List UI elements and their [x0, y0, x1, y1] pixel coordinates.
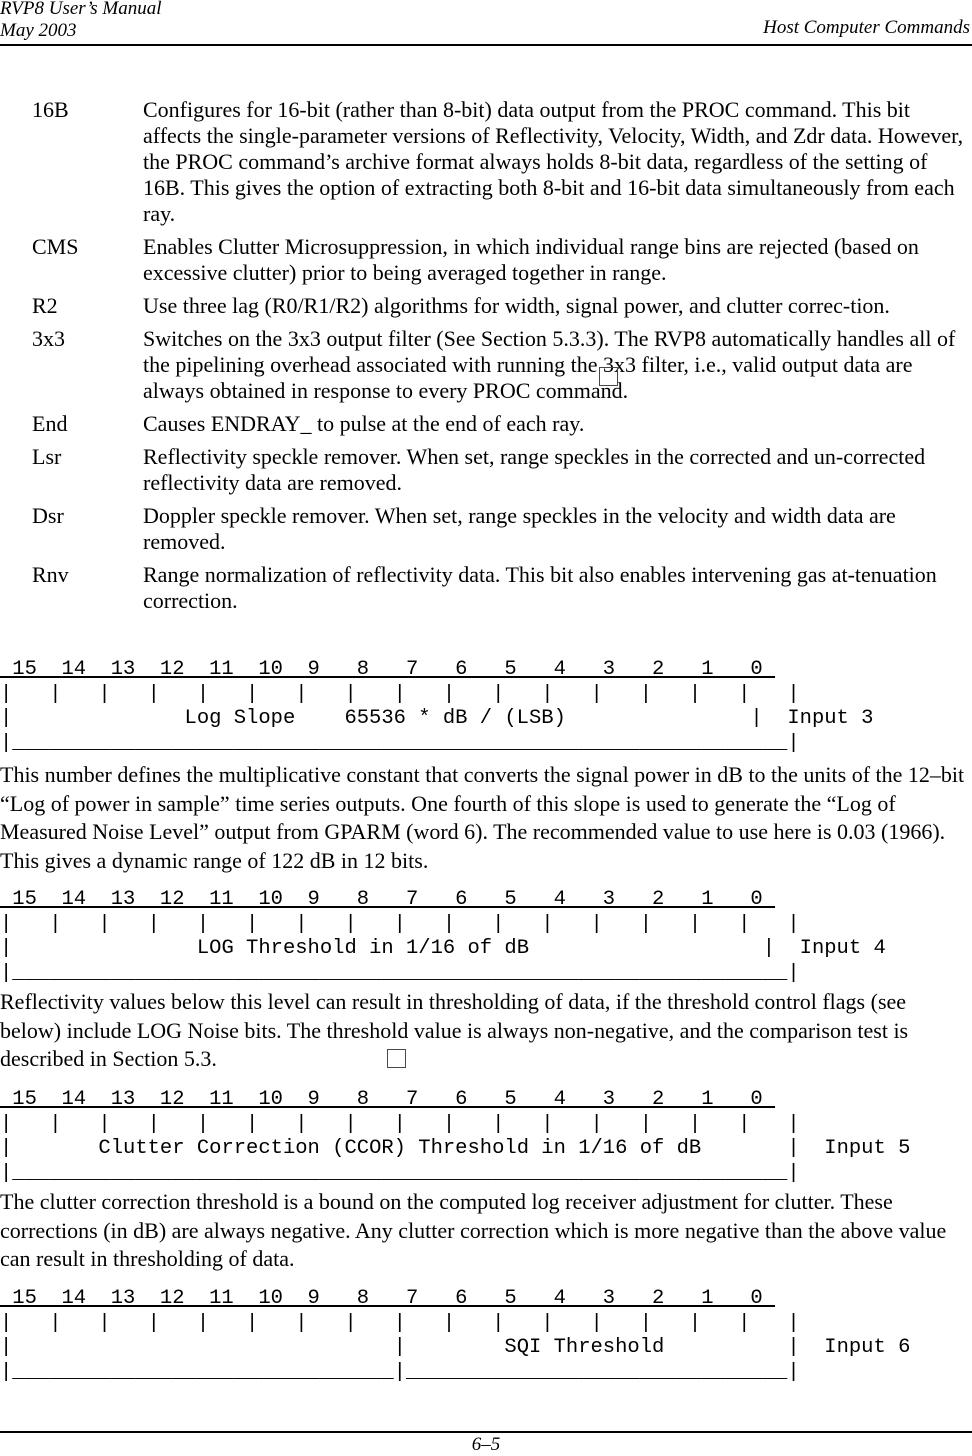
definition-item — [32, 326, 972, 404]
section-link-highlight[interactable] — [387, 1049, 406, 1068]
definition-term: 16B — [32, 97, 69, 122]
register-input-label: Input 5 — [824, 1137, 911, 1160]
definition-term: End — [32, 411, 68, 436]
definition-item — [32, 562, 972, 614]
definition-term: CMS — [32, 234, 79, 259]
definition-text: Doppler speckle remover. When set, range speckles in the velocity and width data are removed. — [143, 503, 896, 554]
footer-rule — [0, 1431, 972, 1433]
header-left — [0, 0, 162, 42]
bit-number-row: 15 14 13 12 11 10 9 8 7 6 5 4 3 2 1 0 — [0, 658, 776, 681]
register-input-label: Input 4 — [799, 937, 886, 960]
definition-term: R2 — [32, 293, 58, 318]
paragraph-clutter-threshold: The clutter correction threshold is a bound on the computed log receiver adjustment for clutter. These corrections (in dB) are always negative. Any clutter correction which is more negative than the above value can result in thresholding of data. — [0, 1189, 947, 1271]
page-number: 6–5 — [471, 1434, 501, 1455]
register-diagram-input-4: 15 14 13 12 11 10 9 8 7 6 5 4 3 2 1 0 | | | | | | | | | | | | | | | | | | LOG Threshold in 1/16 of dB | Input 4 |_______________________________________________________________| — [0, 888, 886, 985]
definition-term: Dsr — [32, 503, 64, 528]
section-link-highlight[interactable] — [599, 367, 618, 386]
definition-term: 3x3 — [32, 326, 65, 351]
definition-item — [32, 293, 972, 319]
bit-number-row: 15 14 13 12 11 10 9 8 7 6 5 4 3 2 1 0 — [0, 1088, 776, 1111]
register-field-label: Log Slope 65536 * dB / (LSB) — [184, 707, 566, 730]
definition-text: Use three lag (R0/R1/R2) algorithms for width, signal power, and clutter correc-tion. — [143, 293, 890, 318]
register-diagram-input-3: 15 14 13 12 11 10 9 8 7 6 5 4 3 2 1 0 | | | | | | | | | | | | | | | | | | Log Slope 65536 * dB / (LSB) | Input 3 |_______________________________________________________________| — [0, 658, 874, 755]
definition-text: Range normalization of reflectivity data. This bit also enables intervening gas at-tenuation correction. — [143, 562, 937, 613]
definition-text: Causes ENDRAY_ to pulse at the end of each ray. — [143, 411, 585, 436]
definition-item — [32, 411, 972, 437]
definition-item — [32, 444, 972, 496]
manual-title: RVP8 User’s Manual — [0, 0, 162, 19]
register-field-label: LOG Threshold in 1/16 of dB — [196, 937, 529, 960]
definition-text: Configures for 16-bit (rather than 8-bit) data output from the PROC command. This bit affects the single-parameter versions of Reflectivity, Velocity, Width, and Zdr data. However, the PROC command’s archive format always holds 8-bit data, regardless of the setting of 16B. This gives the option of extracting both 8-bit and 16-bit data simultaneously from each ray. — [143, 97, 964, 226]
register-input-label: Input 6 — [824, 1336, 911, 1359]
register-diagram-input-6: 15 14 13 12 11 10 9 8 7 6 5 4 3 2 1 0 | | | | | | | | | | | | | | | | | | | SQI Threshold | Input 6 |_______________________________|_______________________________| — [0, 1287, 911, 1384]
register-input-label: Input 3 — [787, 707, 874, 730]
bit-number-row: 15 14 13 12 11 10 9 8 7 6 5 4 3 2 1 0 — [0, 888, 776, 911]
bit-number-row: 15 14 13 12 11 10 9 8 7 6 5 4 3 2 1 0 — [0, 1287, 776, 1310]
section-title: Host Computer Commands — [763, 17, 970, 38]
paragraph-log-slope: This number defines the multiplicative constant that converts the signal power in dB to the units of the 12–bit “Log of power in sample” time series outputs. One fourth of this slope is used to generate the “Log of Measured Noise Level” output from GPARM (word 6). The recommended value to use here is 0.03 (1966). This gives a dynamic range of 122 dB in 12 bits. — [0, 762, 965, 873]
definition-text: Enables Clutter Microsuppression, in which individual range bins are rejected (based on excessive clutter) prior to being averaged together in range. — [143, 234, 919, 285]
definition-item — [32, 97, 972, 227]
register-diagram-input-5: 15 14 13 12 11 10 9 8 7 6 5 4 3 2 1 0 | | | | | | | | | | | | | | | | | | Clutter Correction (CCOR) Threshold in 1/16 of dB | Input 5 |_______________________________________________________________| — [0, 1088, 911, 1185]
definition-item — [32, 503, 972, 555]
page-header — [0, 0, 972, 46]
definition-term: Rnv — [32, 562, 69, 587]
definition-term: Lsr — [32, 444, 62, 469]
manual-date: May 2003 — [0, 20, 77, 41]
definition-text: Reflectivity speckle remover. When set, range speckles in the corrected and un-corrected reflectivity data are removed. — [143, 444, 926, 495]
bit-definition-list — [32, 97, 972, 621]
definition-text: Switches on the 3x3 output filter (See Section 5.3.3). The RVP8 automatically handles all of the pipelining overhead associated with running the 3x3 filter, i.e., valid output data are always obtained in response to every PROC command. — [143, 326, 956, 403]
register-field-label: SQI Threshold — [504, 1336, 665, 1359]
paragraph-log-threshold: Reflectivity values below this level can result in thresholding of data, if the threshold control flags (see below) include LOG Noise bits. The threshold value is always non-negative, and the comparison test is described in Section 5.3. — [0, 989, 909, 1071]
register-field-label: Clutter Correction (CCOR) Threshold in 1/16 of dB — [98, 1137, 702, 1160]
definition-item — [32, 234, 972, 286]
